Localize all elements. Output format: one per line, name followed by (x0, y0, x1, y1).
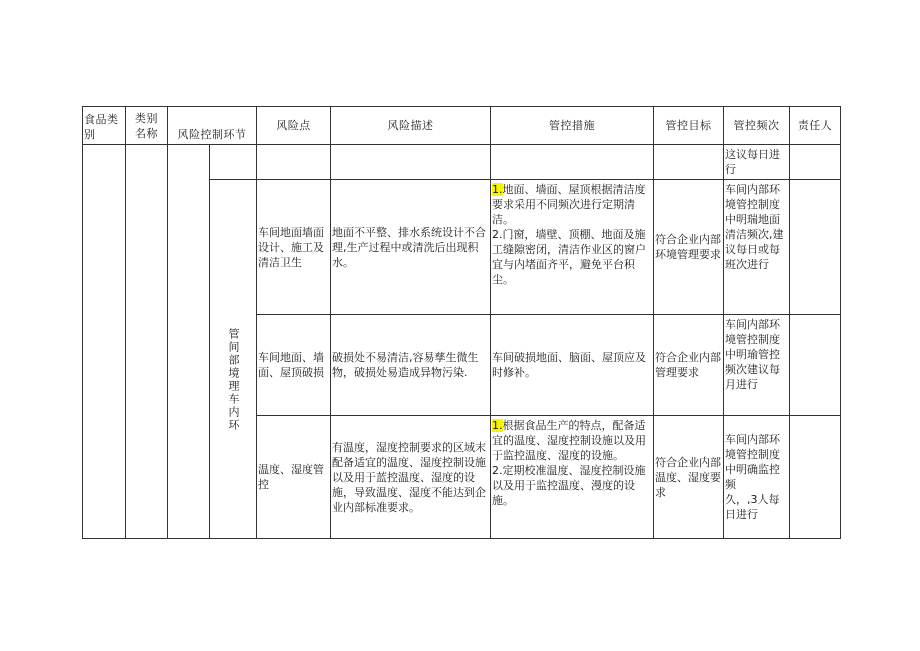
responsible-cell (790, 416, 841, 539)
control-sublink-cell-top (210, 145, 257, 180)
header-category-name-line1: 类别 (135, 111, 158, 125)
control-measures-text: 根据食品生产的特点，配备适宜的温度、湿度控制设施以及用于监控温度、湿度的设施。 2.定期校准温度、湿度控制设施以及用于监控温度、漫度的设施。 (492, 419, 646, 507)
header-food-category-line2: 别 (84, 128, 96, 141)
control-measures-cell (491, 180, 654, 315)
numbering-highlight: 1. (492, 419, 503, 432)
control-frequency-cell: 车间内部环境管控制度中明瑜管控频次建议每月进行 (724, 315, 790, 416)
header-category-name (126, 107, 168, 145)
header-control-measures: 管控措施 (491, 107, 654, 145)
risk-control-table (82, 106, 841, 539)
control-target-cell (654, 145, 724, 180)
food-category-cell (83, 145, 126, 539)
control-frequency-cell: 这议每日进行 (724, 145, 790, 180)
control-measures-cell: 车间破损地面、脑面、屋顶应及时修补。 (491, 315, 654, 416)
control-sublink-cell (210, 180, 257, 539)
risk-description-cell (331, 145, 491, 180)
responsible-cell (790, 180, 841, 315)
control-measures-cell (491, 416, 654, 539)
header-control-frequency: 管控频次 (724, 107, 790, 145)
control-frequency-cell: 车间内部环境管控制度中明瑞地面清洁频次,建议每日或每班次进行 (724, 180, 790, 315)
control-measures-cell (491, 145, 654, 180)
control-target-cell: 符合企业内部温度、湿度要求 (654, 416, 724, 539)
risk-description-cell: 有温度，湿度控制要求的区域末配备适宜的温度、湿度控制设施以及用于蓝控温度、湿度的设施，导致温度、湿度不能达到企业内部标准要求。 (331, 416, 491, 539)
header-food-category (83, 107, 126, 145)
header-responsible: 责任人 (790, 107, 841, 145)
header-food-category-line1: 食品类 (84, 113, 119, 126)
table-row (83, 145, 841, 180)
risk-description-cell: 破损处不易清洁,容易孳生微生物，破损处易造成异物污染. (331, 315, 491, 416)
header-risk-description: 风险描述 (331, 107, 491, 145)
control-target-cell: 符合企业内部管理要求 (654, 315, 724, 416)
numbering-highlight: 1. (492, 183, 503, 196)
risk-point-cell (257, 145, 331, 180)
header-category-name-line2: 名称 (135, 126, 158, 140)
sub-section-label-wrap (211, 180, 255, 432)
control-measures-text: 地面、墙面、屋顶根据清洁度要求采用不同频次进行定期清洁。 2.门窗，墙壁、顶棚、地面及施工缝隙密闭，清洁作业区的窗户宜与内堵面齐平，避免平台积尘。 (492, 183, 646, 286)
control-frequency-cell: 车间内部环境管控制度中明确监控频 久，,3人每日进行 (724, 416, 790, 539)
risk-point-cell: 车间地面墙面设计、施工及清洁卫生 (257, 180, 331, 315)
header-row (83, 107, 841, 145)
responsible-cell (790, 145, 841, 180)
header-control-link: 风险控制环节 (168, 107, 257, 145)
header-control-target: 管控目标 (654, 107, 724, 145)
risk-point-cell: 车间地面、墙面、屋顶破损 (257, 315, 331, 416)
control-link-cell (168, 145, 210, 539)
category-name-cell (126, 145, 168, 539)
sub-section-label: 管间部境理车内环 (227, 328, 240, 432)
responsible-cell (790, 315, 841, 416)
risk-point-cell: 温度、湿度管控 (257, 416, 331, 539)
risk-description-cell: 地面不平整、排水系统设计不合理,生产过程中或清洗后出现积水。 (331, 180, 491, 315)
control-target-cell: 符合企业内部环境管理要求 (654, 180, 724, 315)
header-risk-point: 风险点 (257, 107, 331, 145)
